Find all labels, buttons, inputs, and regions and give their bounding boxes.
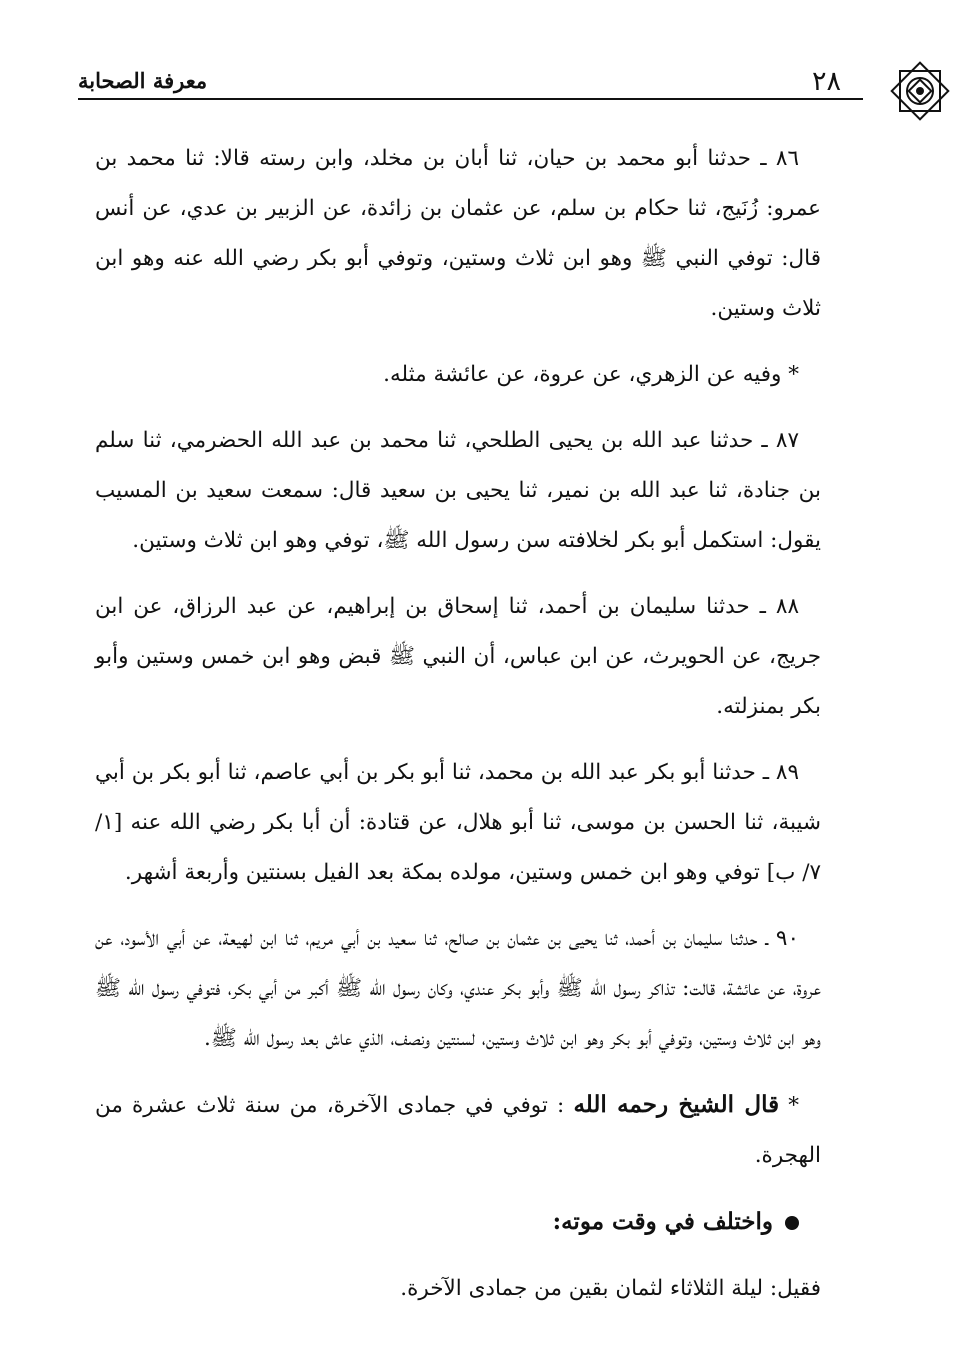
- hadith-88: ٨٨ ـ حدثنا سليمان بن أحمد، ثنا إسحاق بن إبراهيم، عن عبد الرزاق، عن ابن جريج، عن الحويرث، عن ابن عباس، أن النبي ﷺ قبض وهو ابن خمس وستين وأبو بكر بمنزلته.: [95, 594, 821, 719]
- sheikh-paragraph: [95, 1080, 821, 1181]
- header-rule: [78, 98, 863, 100]
- hadith-87: ٨٧ ـ حدثنا عبد الله بن يحيى الطلحي، ثنا محمد بن عبد الله الحضرمي، ثنا سلم بن جنادة، ثنا عبد الله بن نمير، ثنا يحيى بن سعيد قال: سمعت سعيد بن المسيب يقول: استكمل أبو بكر لخلافته سن رسول الله ﷺ، توفي وهو ابن ثلاث وستين.: [95, 428, 821, 553]
- sheikh-label: قال الشيخ رحمه الله: [573, 1091, 780, 1118]
- page-number: ٢٨: [811, 66, 841, 97]
- sheikh-text: : توفي في جمادى الآخرة، من سنة ثلاث عشرة من الهجرة.: [95, 1093, 821, 1168]
- subheading-text: واختلف في وقت موته:: [552, 1208, 773, 1235]
- bullet-icon: [785, 1216, 799, 1230]
- page-header: [78, 52, 863, 102]
- ornament-icon: [887, 58, 953, 124]
- running-title: معرفة الصحابة: [78, 68, 208, 93]
- hadith-90: ٩٠ ـ حدثنا سليمان بن أحمد، ثنا يحيى بن عثمان بن صالح، ثنا سعيد بن أبي مريم، ثنا ابن لهيعة، عن أبي الأسود، عن عروة، عن عائشة، قالت: تذاكر رسول الله ﷺ وأبو بكر عندي، وكان رسول الله ﷺ أكبر من أبي بكر، فتوفي رسول الله ﷺ وهو ابن ثلاث وستين، وتوفي أبو بكر وهو ابن ثلاث وستين، لسنتين ونصف، الذي عاش بعد رسول الله ﷺ.: [95, 926, 821, 1051]
- hadith-89: ٨٩ ـ حدثنا أبو بكر عبد الله بن محمد، ثنا أبو بكر بن أبي عاصم، ثنا أبو بكر بن أبي شيبة، ثنا الحسن بن موسى، ثنا أبو هلال، عن قتادة: أن أبا بكر رضي الله عنه [١/ ٧/ ب] توفي وهو ابن خمس وستين، مولده بمكة بعد الفيل بسنتين وأربعة أشهر.: [95, 760, 821, 885]
- note-paragraph: * وفيه عن الزهري، عن عروة، عن عائشة مثله.: [383, 362, 799, 387]
- sheikh-prefix: *: [779, 1093, 800, 1118]
- hadith-86: ٨٦ ـ حدثنا أبو محمد بن حيان، ثنا أبان بن مخلد، وابن رسته قالا: ثنا محمد بن عمرو: زُنَيج، ثنا حكام بن سلم، عن عثمان بن زائدة، عن الزبير بن عدي، عن أنس قال: توفي النبي ﷺ وهو ابن ثلاث وستين، وتوفي أبو بكر رضي الله عنه وهو ابن ثلاث وستين.: [95, 146, 821, 321]
- last-line: فقيل: ليلة الثلاثاء لثمان بقين من جمادى الآخرة.: [400, 1276, 821, 1301]
- page-body: [95, 134, 821, 1330]
- subheading: [95, 1197, 821, 1248]
